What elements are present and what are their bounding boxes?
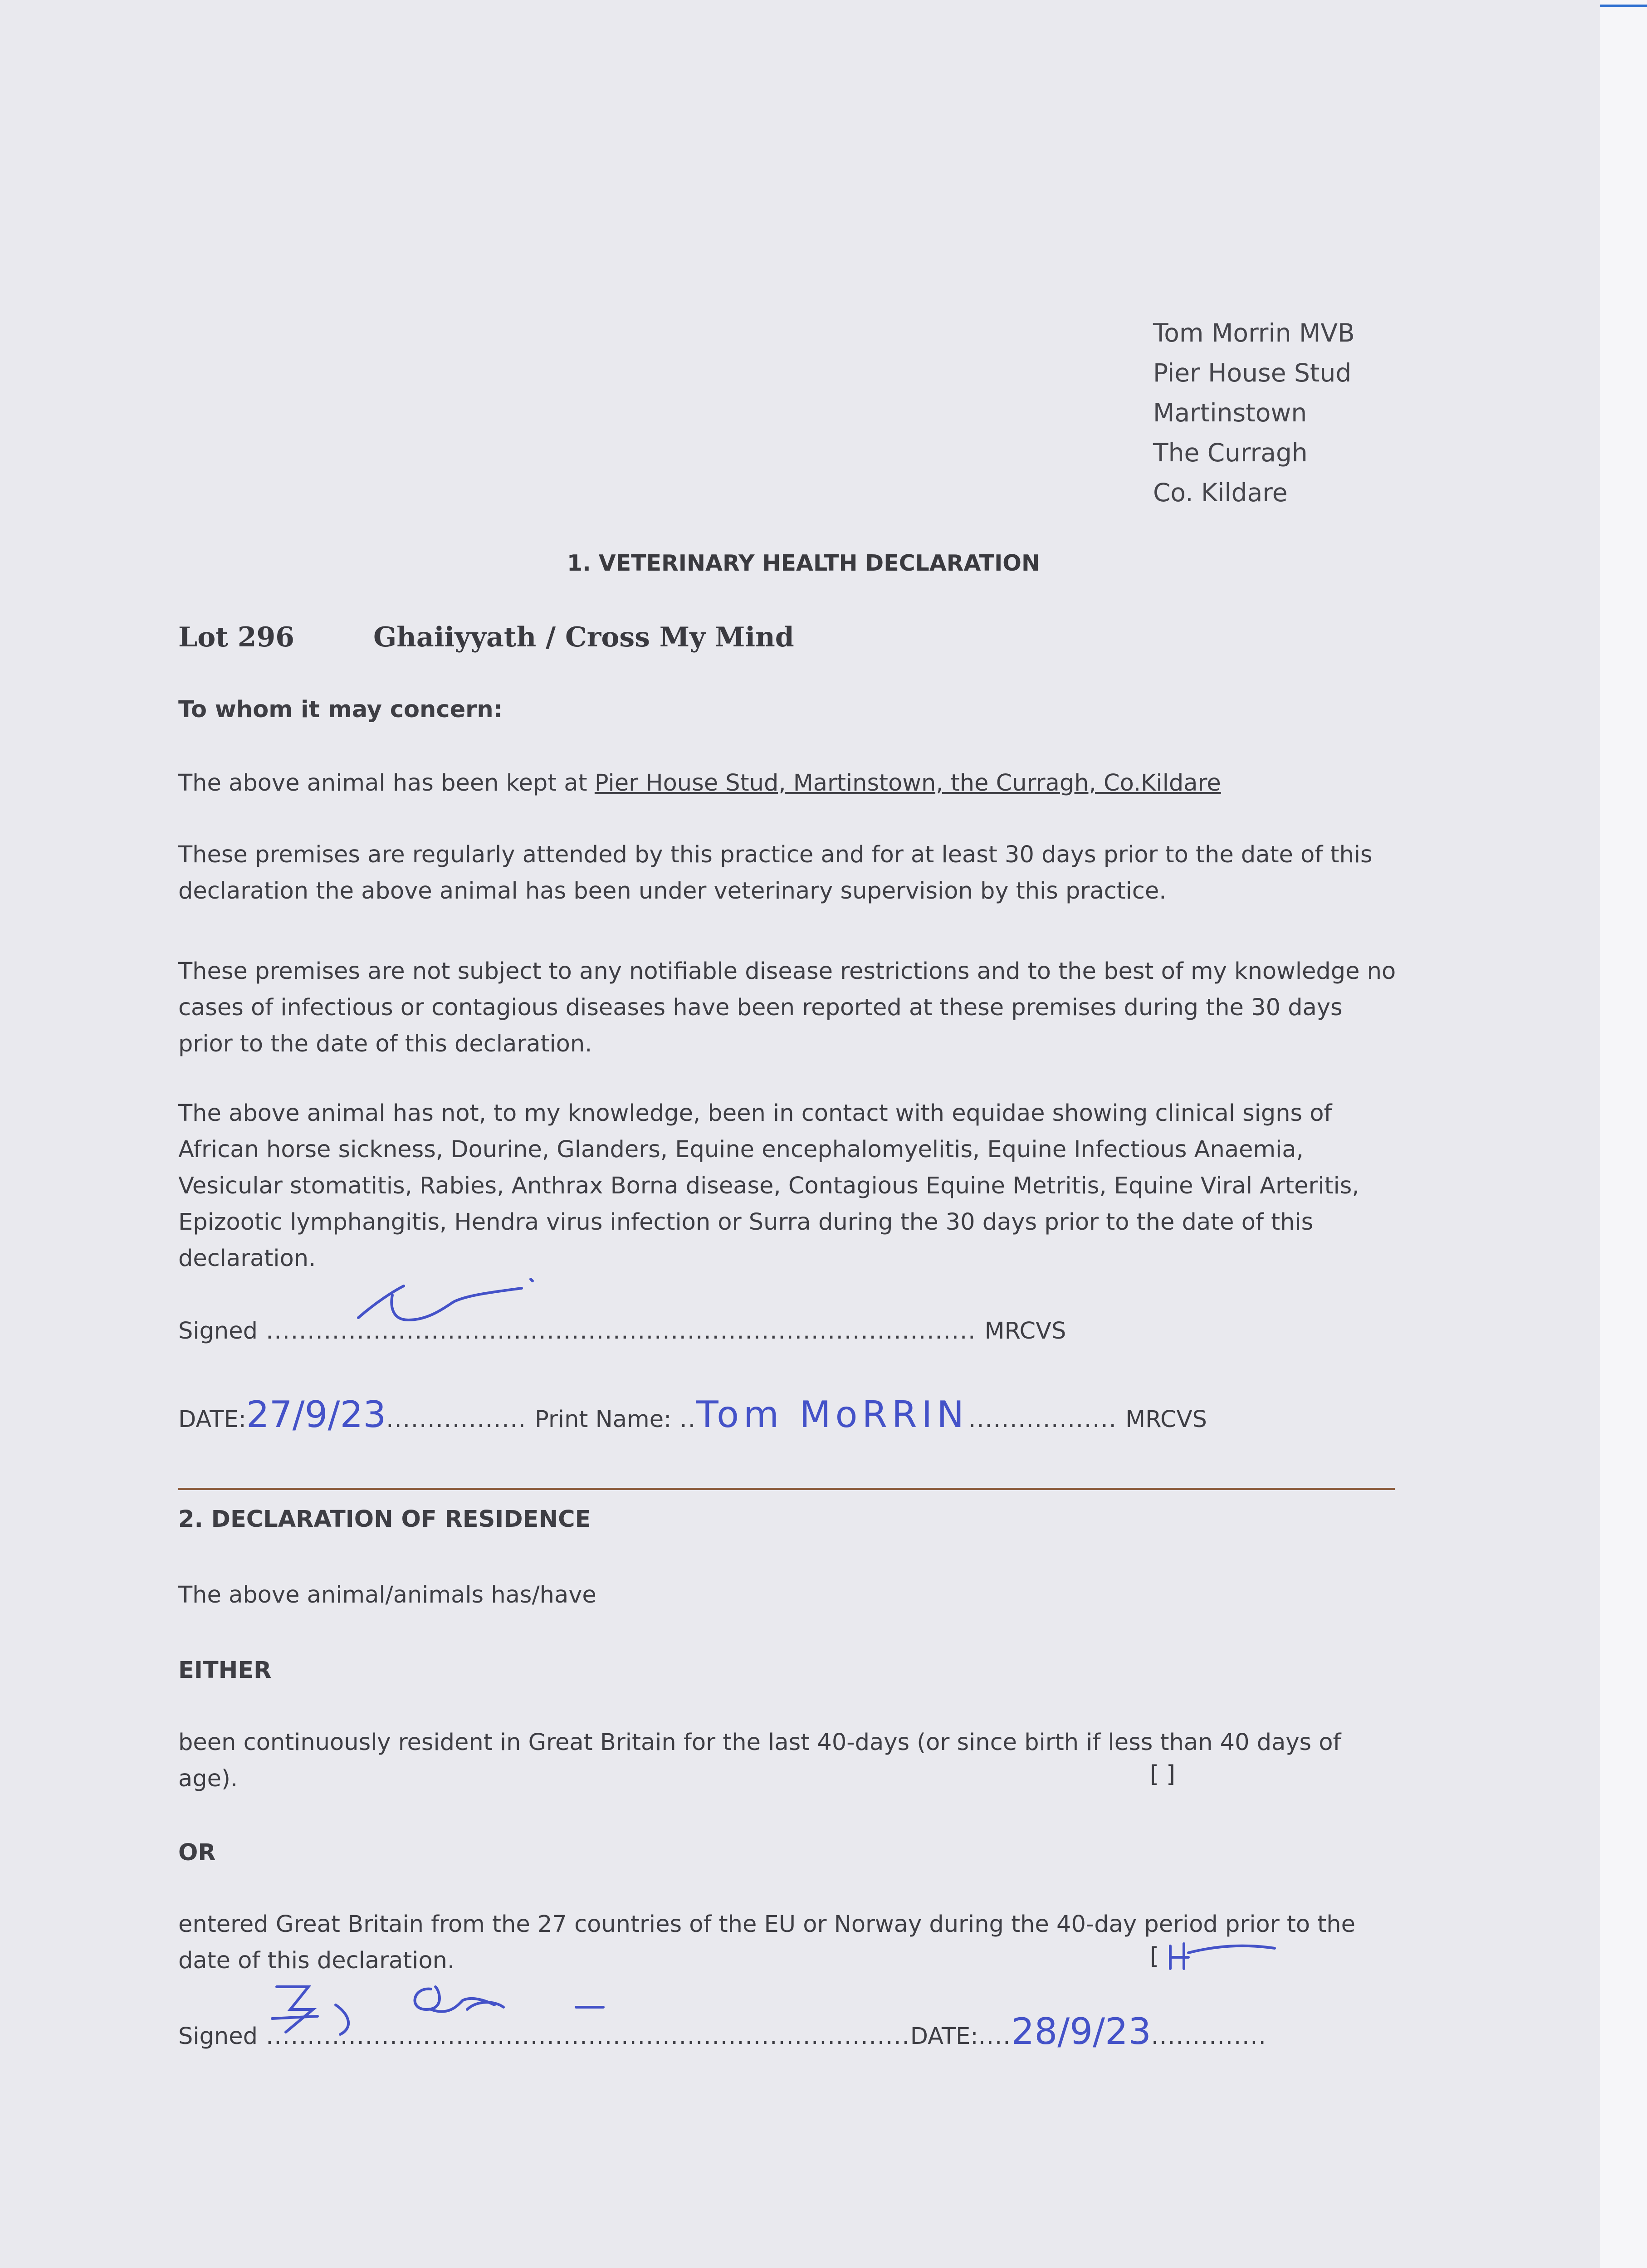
kept-at-prefix: The above animal has been kept at <box>178 770 595 797</box>
address-line-3: The Curragh <box>1153 438 1308 467</box>
signed-label-1: Signed <box>178 1318 258 1344</box>
edge-mark <box>1600 5 1647 7</box>
address-line-4: Co. Kildare <box>1153 478 1288 507</box>
mrcvs-label-2: MRCVS <box>1125 1406 1207 1433</box>
section-divider <box>178 1488 1395 1490</box>
signed-line-1: Signed ...................................................................................... MRCVS <box>178 1318 1066 1344</box>
option2-bracket: [ <box>1150 1943 1159 1970</box>
signed-line-2: Signed ..............................................................................DATE:....28/9/23.............. <box>178 2010 1267 2053</box>
lot-name: Ghaiiyyath / Cross My Mind <box>373 621 794 653</box>
section2-title: 2. DECLARATION OF RESIDENCE <box>178 1506 591 1533</box>
contact-paragraph: The above animal has not, to my knowledge, been in contact with equidae showing clinical signs of African horse sickness, Dourine, Glanders, Equine encephalomyelitis, Equine Infectious Anaemia, Vesicular stomatitis, Rabies, Anthrax Borna disease, Contagious Equine Metritis, Equine Viral Arteritis, Epizootic lymphangitis, Hendra virus infection or Surra during the 30 days prior to the date of this declaration. <box>178 1100 1359 1272</box>
print-name-value: Tom MoRRIN <box>696 1393 969 1436</box>
date-label-1: DATE: <box>178 1406 246 1433</box>
vet-name: Tom Morrin MVB <box>1153 318 1355 347</box>
address-line-2: Martinstown <box>1153 398 1307 427</box>
page-edge <box>1600 0 1647 2268</box>
mrcvs-label-1: MRCVS <box>984 1318 1066 1344</box>
lot-number: Lot 296 <box>178 621 295 653</box>
restrictions-paragraph: These premises are not subject to any notifiable disease restrictions and to the best of my knowledge no cases of infectious or contagious diseases have been reported at these premises during the 30 days prior to the date of this declaration. <box>178 958 1396 1057</box>
option1-text: been continuously resident in Great Britain for the last 40-days (or since birth if less than 40 days of age). <box>178 1729 1341 1792</box>
kept-at-statement <box>178 765 1398 802</box>
either-label: EITHER <box>178 1657 272 1684</box>
address-line-1: Pier House Stud <box>1153 358 1352 387</box>
premises-paragraph: These premises are regularly attended by this practice and for at least 30 days prior to the date of this declaration the above animal has been under veterinary supervision by this practice. <box>178 841 1373 904</box>
signed-label-2: Signed <box>178 2023 258 2050</box>
option2-tick-mark <box>1161 1937 1279 1973</box>
vet-address-block <box>1153 313 1355 513</box>
date-printname-line: DATE:27/9/23................. Print Name: ..Tom MoRRIN.................. MRCVS <box>178 1393 1207 1436</box>
date-value-2: 28/9/23 <box>1011 2010 1151 2053</box>
print-name-label: Print Name: <box>535 1406 672 1433</box>
option1-checkbox[interactable]: [ ] <box>1150 1761 1176 1788</box>
option2-text: entered Great Britain from the 27 countries of the EU or Norway during the 40-day period prior to the date of this declaration. <box>178 1911 1355 1974</box>
date-value-1: 27/9/23 <box>246 1393 386 1436</box>
kept-at-location: Pier House Stud, Martinstown, the Curragh, Co.Kildare <box>594 770 1221 797</box>
greeting: To whom it may concern: <box>178 696 503 723</box>
section1-title: 1. VETERINARY HEALTH DECLARATION <box>567 550 1040 576</box>
or-label: OR <box>178 1839 216 1866</box>
lot-heading <box>178 621 794 653</box>
date-label-2: DATE: <box>910 2023 978 2050</box>
option2-checkbox[interactable] <box>1150 1943 1159 1970</box>
residence-intro: The above animal/animals has/have <box>178 1582 596 1608</box>
